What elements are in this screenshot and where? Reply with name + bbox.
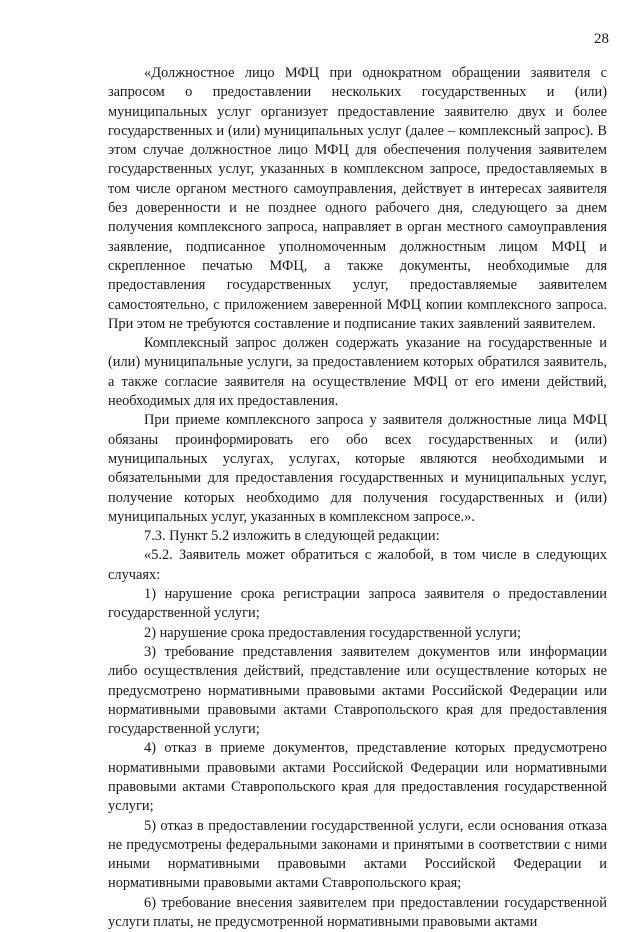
list-item-6: 6) требование внесения заявителем при предоставлении государственной услуги платы, не предусмотренной нормативными правовыми актами: [108, 894, 607, 931]
page-number: 28: [594, 31, 609, 47]
document-body: [108, 64, 607, 932]
list-item-5: 5) отказ в предоставлении государственной услуги, если основания отказа не предусмотрены федеральными законами и принятыми в соответствии с ними иными нормативными правовыми актами Российской Федерации и нормативными правовыми актами Ставропольского края;: [108, 817, 607, 892]
paragraph-complex-request-content: Комплексный запрос должен содержать указание на государственные и (или) муниципальные услуги, за предоставлением которых обратился заявитель, а также согласие заявителя на осуществление МФЦ от его имени действий, необходимых для их предоставления.: [108, 335, 607, 410]
paragraph-mfc-complex-request: «Должностное лицо МФЦ при однократном обращении заявителя с запросом о предоставлении нескольких государственных и (или) муниципальных услуг организует предоставление заявителю двух и более государственных и (или) муниципальных услуг (далее – комплексный запрос). В этом случае должностное лицо МФЦ для обеспечения получения заявителем государственных услуг, указанных в комплексном запросе, предоставляемых в том числе органом местного самоуправления, действует в интересах заявителя без доверенности и не позднее одного рабочего дня, следующего за днем получения комплексного запроса, направляет в орган местного самоуправления заявление, подписанное уполномоченным должностным лицом МФЦ и скрепленное печатью МФЦ, а также документы, необходимые для предоставления государственных услуг, предоставляемые заявителем самостоятельно, с приложением заверенной МФЦ копии комплексного запроса. При этом не требуются составление и подписание таких заявлений заявителем.: [108, 65, 607, 332]
paragraph-mfc-informing: При приеме комплексного запроса у заявителя должностные лица МФЦ обязаны проинформировать его обо всех государственных и (или) муниципальных услугах, услугах, которые являются необходимыми и обязательными для предоставления государственных и муниципальных услуг, получение которых необходимо для получения государственных и (или) муниципальных услуг, указанных в комплексном запросе.».: [108, 412, 607, 525]
paragraph-item-7-3: 7.3. Пункт 5.2 изложить в следующей редакции:: [144, 528, 440, 545]
list-item-2: 2) нарушение срока предоставления государственной услуги;: [144, 624, 521, 641]
list-item-4: 4) отказ в приеме документов, представление которых предусмотрено нормативными правовыми актами Российской Федерации или нормативными правовыми актами Ставропольского края для предоставления государственной услуги;: [108, 740, 607, 815]
list-item-1: 1) нарушение срока регистрации запроса заявителя о предоставлении государственной услуги;: [108, 586, 607, 622]
paragraph-item-5-2: «5.2. Заявитель может обратиться с жалобой, в том числе в следующих случаях:: [108, 547, 607, 583]
list-item-3: 3) требование представления заявителем документов или информации либо осуществления действий, представление или осуществление которых не предусмотрено нормативными правовыми актами Российской Федерации или нормативными правовыми актами Ставропольского края для предоставления государственной услуги;: [108, 643, 607, 738]
